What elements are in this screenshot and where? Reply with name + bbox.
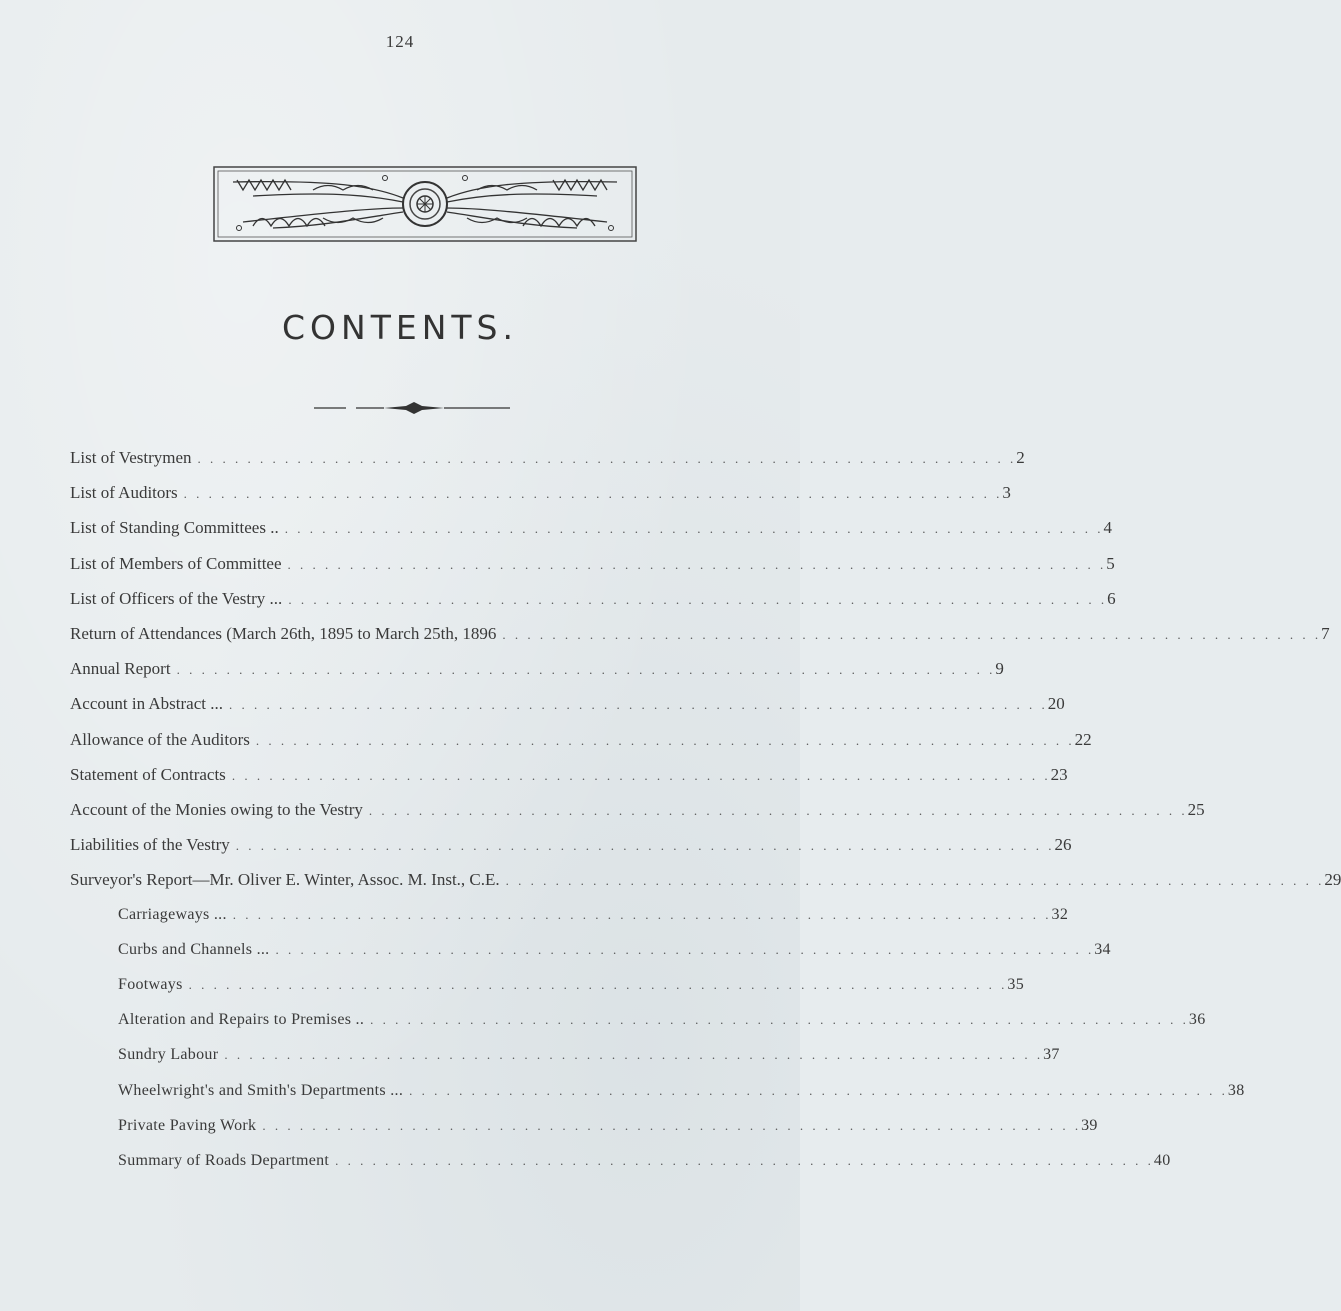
toc-entry-page: 39 bbox=[1081, 1116, 1098, 1134]
toc-entry bbox=[70, 729, 1092, 758]
toc-entry-page: 23 bbox=[1050, 764, 1068, 784]
toc-entry-label: Wheelwright's and Smith's Departments ... bbox=[118, 1081, 404, 1099]
toc-entry-label: List of Members of Committee bbox=[70, 553, 282, 573]
toc-entry bbox=[118, 905, 1069, 934]
toc-entry bbox=[118, 976, 1024, 1004]
toc-entry-page: 34 bbox=[1094, 940, 1111, 958]
dot-leader: . . . . . . . . . . . . . . . . . . . . . . . . . . . . . . . . . . . . . . . . . . . . . . . . . . . . . . . . . . . . . . . . . . bbox=[232, 906, 1052, 922]
toc-entry-label: Statement of Contracts bbox=[70, 764, 226, 784]
toc-entry-page: 9 bbox=[995, 659, 1004, 679]
toc-entry bbox=[70, 835, 1072, 863]
toc-entry-page: 35 bbox=[1007, 976, 1024, 993]
toc-entry-label: Sundry Labour bbox=[118, 1046, 219, 1064]
toc-entry bbox=[118, 940, 1111, 969]
toc-entry-label: Surveyor's Report—Mr. Oliver E. Winter, Assoc. M. Inst., C.E. bbox=[70, 870, 500, 890]
toc-entry bbox=[118, 1116, 1098, 1145]
toc-entry bbox=[70, 483, 1011, 511]
toc-entry-label: Account of the Monies owing to the Vestry bbox=[70, 800, 363, 819]
toc-entry bbox=[118, 1152, 1171, 1180]
toc-entry-page: 3 bbox=[1002, 483, 1011, 503]
toc-entry-label: Summary of Roads Department bbox=[118, 1152, 330, 1169]
toc-entry bbox=[70, 870, 1341, 898]
toc-entry-page: 5 bbox=[1106, 553, 1115, 573]
toc-entry-page: 29 bbox=[1324, 870, 1341, 890]
dot-leader: . . . . . . . . . . . . . . . . . . . . . . . . . . . . . . . . . . . . . . . . . . . . . . . . . . . . . . . . . . . . . . . . . . bbox=[368, 803, 1188, 818]
toc-entry-label: Alteration and Repairs to Premises .. bbox=[118, 1011, 365, 1029]
dot-leader: . . . . . . . . . . . . . . . . . . . . . . . . . . . . . . . . . . . . . . . . . . . . . . . . . . . . . . . . . . . . . . . . . . bbox=[197, 451, 1017, 466]
toc-entry-page: 36 bbox=[1188, 1011, 1206, 1029]
toc-entry-page: 4 bbox=[1103, 518, 1112, 538]
toc-entry bbox=[118, 1081, 1245, 1110]
toc-entry bbox=[118, 1011, 1206, 1039]
toc-entry-label: List of Vestrymen bbox=[70, 448, 192, 467]
dot-leader: . . . . . . . . . . . . . . . . . . . . . . . . . . . . . . . . . . . . . . . . . . . . . . . . . . . . . . . . . . . . . . . . . . bbox=[370, 1012, 1189, 1028]
toc-entry bbox=[70, 588, 1116, 617]
dot-leader: . . . . . . . . . . . . . . . . . . . . . . . . . . . . . . . . . . . . . . . . . . . . . . . . . . . . . . . . . . . . . . . . . . bbox=[176, 662, 996, 678]
toc-entry-page: 26 bbox=[1054, 835, 1072, 855]
ornament-headpiece-icon bbox=[213, 166, 637, 242]
dot-leader: . . . . . . . . . . . . . . . . . . . . . . . . . . . . . . . . . . . . . . . . . . . . . . . . . . . . . . . . . . . . . . . . . . bbox=[335, 1153, 1154, 1168]
toc-entry bbox=[70, 553, 1115, 582]
page-title: CONTENTS. bbox=[282, 308, 518, 347]
toc-entry-page: 22 bbox=[1074, 729, 1092, 749]
toc-entry-label: Footways bbox=[118, 976, 183, 993]
dot-leader: . . . . . . . . . . . . . . . . . . . . . . . . . . . . . . . . . . . . . . . . . . . . . . . . . . . . . . . . . . . . . . . . . . bbox=[262, 1117, 1082, 1133]
toc-entry-label: Allowance of the Auditors bbox=[70, 729, 250, 749]
toc-entry bbox=[70, 694, 1065, 722]
toc-entry bbox=[70, 764, 1068, 793]
toc-entry-page: 37 bbox=[1043, 1046, 1060, 1064]
dot-leader: . . . . . . . . . . . . . . . . . . . . . . . . . . . . . . . . . . . . . . . . . . . . . . . . . . . . . . . . . . . . . . . . . . bbox=[284, 521, 1104, 537]
toc-entry-page: 38 bbox=[1227, 1081, 1245, 1099]
dot-leader: . . . . . . . . . . . . . . . . . . . . . . . . . . . . . . . . . . . . . . . . . . . . . . . . . . . . . . . . . . . . . . . . . . bbox=[224, 1047, 1044, 1063]
toc-entry-page: 20 bbox=[1047, 694, 1065, 714]
dot-leader: . . . . . . . . . . . . . . . . . . . . . . . . . . . . . . . . . . . . . . . . . . . . . . . . . . . . . . . . . . . . . . . . . . bbox=[505, 873, 1325, 889]
dot-leader: . . . . . . . . . . . . . . . . . . . . . . . . . . . . . . . . . . . . . . . . . . . . . . . . . . . . . . . . . . . . . . . . . . bbox=[235, 838, 1055, 854]
dot-leader: . . . . . . . . . . . . . . . . . . . . . . . . . . . . . . . . . . . . . . . . . . . . . . . . . . . . . . . . . . . . . . . . . . bbox=[287, 556, 1107, 572]
toc-entry-page: 2 bbox=[1016, 448, 1025, 467]
dot-leader: . . . . . . . . . . . . . . . . . . . . . . . . . . . . . . . . . . . . . . . . . . . . . . . . . . . . . . . . . . . . . . . . . . bbox=[275, 941, 1095, 957]
toc-entry bbox=[70, 659, 1004, 687]
dot-leader: . . . . . . . . . . . . . . . . . . . . . . . . . . . . . . . . . . . . . . . . . . . . . . . . . . . . . . . . . . . . . . . . . . bbox=[228, 697, 1048, 713]
toc-entry-label: Carriageways ... bbox=[118, 905, 227, 923]
toc-entry bbox=[70, 518, 1112, 546]
toc-entry-label: Liabilities of the Vestry bbox=[70, 835, 230, 855]
toc-entry bbox=[70, 624, 1330, 652]
toc-entry-page: 40 bbox=[1153, 1152, 1171, 1169]
dot-leader: . . . . . . . . . . . . . . . . . . . . . . . . . . . . . . . . . . . . . . . . . . . . . . . . . . . . . . . . . . . . . . . . . . bbox=[188, 977, 1008, 992]
toc-entry-label: Annual Report bbox=[70, 659, 171, 679]
dot-leader: . . . . . . . . . . . . . . . . . . . . . . . . . . . . . . . . . . . . . . . . . . . . . . . . . . . . . . . . . . . . . . . . . . bbox=[502, 627, 1322, 642]
ornamental-rule-icon bbox=[314, 398, 514, 418]
toc-entry bbox=[70, 448, 1025, 476]
toc-entry bbox=[70, 800, 1205, 828]
dot-leader: . . . . . . . . . . . . . . . . . . . . . . . . . . . . . . . . . . . . . . . . . . . . . . . . . . . . . . . . . . . . . . . . . . bbox=[255, 732, 1075, 748]
dot-leader: . . . . . . . . . . . . . . . . . . . . . . . . . . . . . . . . . . . . . . . . . . . . . . . . . . . . . . . . . . . . . . . . . . bbox=[288, 591, 1108, 607]
toc-entry-page: 32 bbox=[1051, 905, 1069, 923]
toc-entry-label: List of Standing Committees .. bbox=[70, 518, 279, 538]
toc-entry-label: Curbs and Channels ... bbox=[118, 940, 270, 958]
toc-entry-label: Private Paving Work bbox=[118, 1116, 257, 1134]
toc-entry-label: Return of Attendances (March 26th, 1895 to March 25th, 1896 bbox=[70, 624, 497, 643]
toc-entry-page: 25 bbox=[1187, 800, 1205, 819]
toc-entry bbox=[118, 1046, 1060, 1074]
toc-entry-page: 6 bbox=[1107, 588, 1116, 608]
page-number: 124 bbox=[385, 32, 415, 51]
dot-leader: . . . . . . . . . . . . . . . . . . . . . . . . . . . . . . . . . . . . . . . . . . . . . . . . . . . . . . . . . . . . . . . . . . bbox=[231, 767, 1051, 783]
toc-entry-label: List of Officers of the Vestry ... bbox=[70, 588, 283, 608]
toc-entry-page: 7 bbox=[1321, 624, 1330, 643]
dot-leader: . . . . . . . . . . . . . . . . . . . . . . . . . . . . . . . . . . . . . . . . . . . . . . . . . . . . . . . . . . . . . . . . . . bbox=[183, 486, 1003, 502]
toc-entry-label: List of Auditors bbox=[70, 483, 178, 503]
dot-leader: . . . . . . . . . . . . . . . . . . . . . . . . . . . . . . . . . . . . . . . . . . . . . . . . . . . . . . . . . . . . . . . . . . bbox=[409, 1082, 1228, 1098]
toc-entry-label: Account in Abstract ... bbox=[70, 694, 223, 714]
